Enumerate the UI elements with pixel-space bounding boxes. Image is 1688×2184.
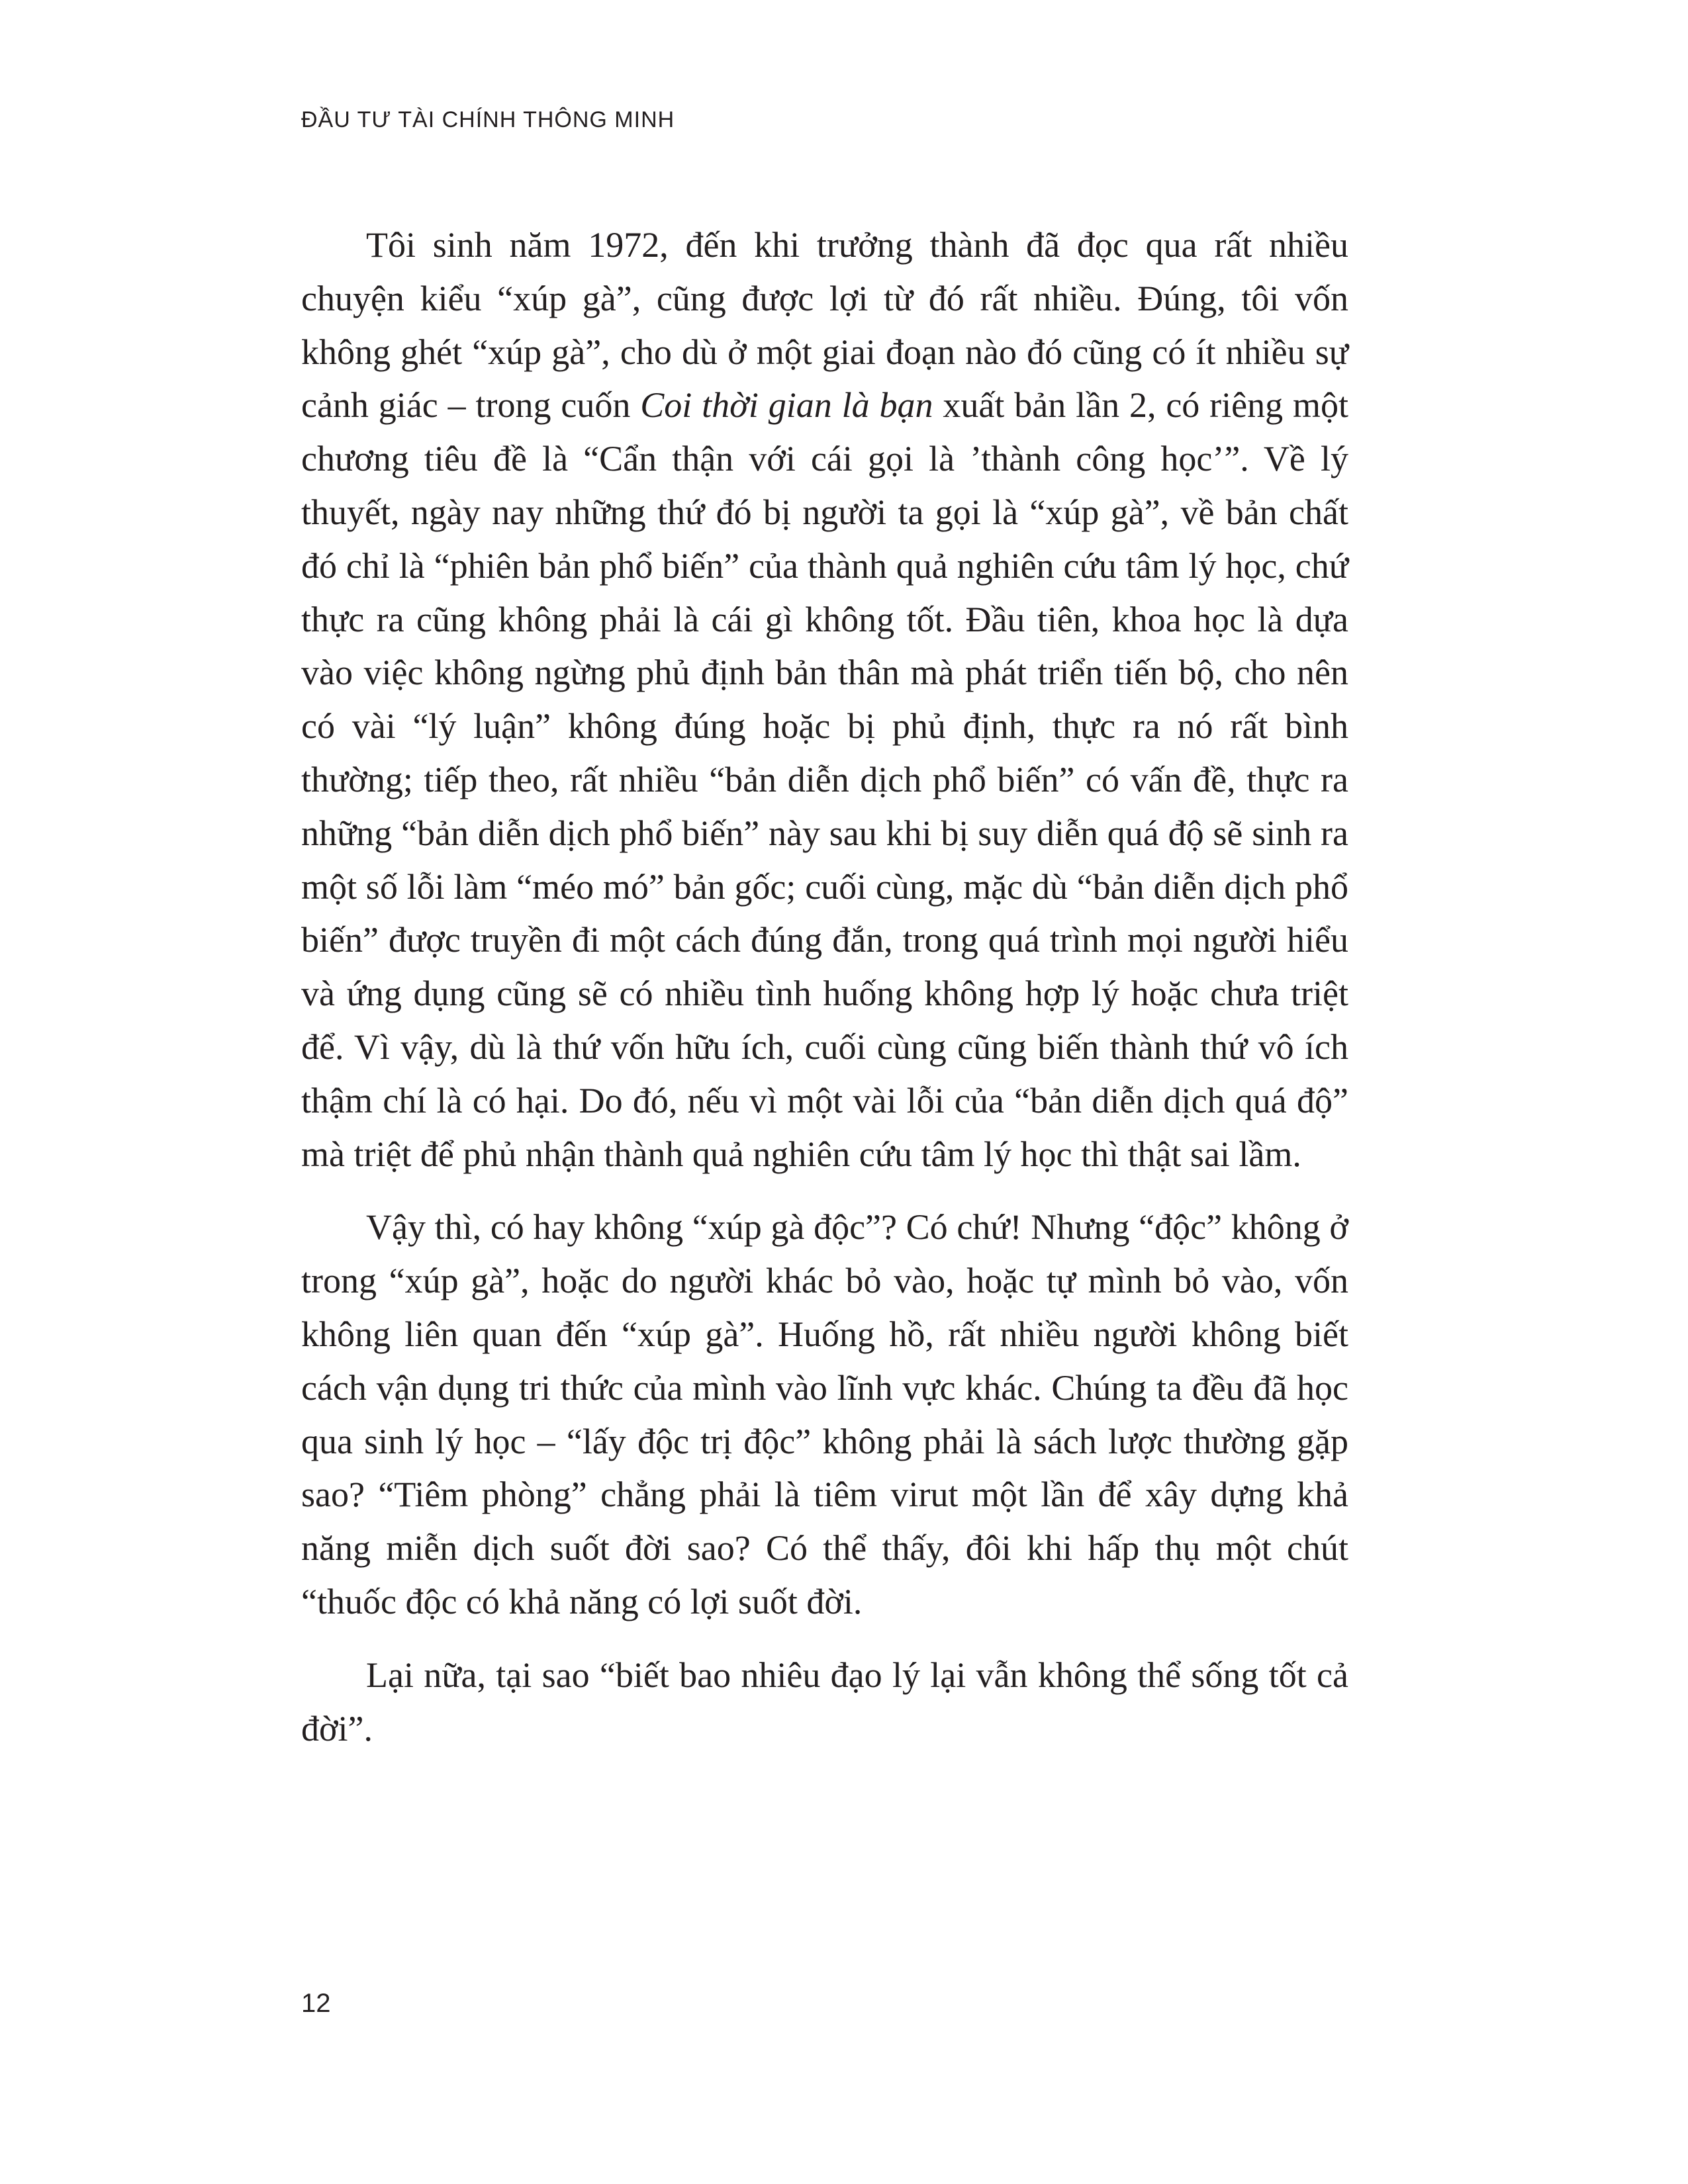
paragraph-1-text-a: Tôi sinh năm 1972, đến khi trưởng thành đã đọc qua rất nhiều chuyện kiểu “xúp gà”, cũng được lợi từ đó rất nhiều. Đúng, tôi vốn không ghét “xúp gà”, cho dù ở một giai đoạn nào đó cũng có ít nhiều sự cảnh giác – trong cuốn: [301, 225, 1348, 426]
book-title-italic: Coi thời gian là bạn: [640, 385, 933, 426]
paragraph-3: Lại nữa, tại sao “biết bao nhiêu đạo lý lại vẫn không thể sống tốt cả đời”.: [301, 1655, 1348, 1749]
paragraph-1: [301, 218, 1348, 1181]
paragraph-1-text-b: xuất bản lần 2, có riêng một chương tiêu đề là “Cẩn thận với cái gọi là ’thành công học’”. Về lý thuyết, ngày nay những thứ đó bị người ta gọi là “xúp gà”, về bản chất đó chỉ là “phiên bản phổ biến” của thành quả nghiên cứu tâm lý học, chứ thực ra cũng không phải là cái gì không tốt. Đầu tiên, khoa học là dựa vào việc không ngừng phủ định bản thân mà phát triển tiến bộ, cho nên có vài “lý luận” không đúng hoặc bị phủ định, thực ra nó rất bình thường; tiếp theo, rất nhiều “bản diễn dịch phổ biến” có vấn đề, thực ra những “bản diễn dịch phổ biến” này sau khi bị suy diễn quá độ sẽ sinh ra một số lỗi làm “méo mó” bản gốc; cuối cùng, mặc dù “bản diễn dịch phổ biến” được truyền đi một cách đúng đắn, trong quá trình mọi người hiểu và ứng dụng cũng sẽ có nhiều tình huống không hợp lý hoặc chưa triệt để. Vì vậy, dù là thứ vốn hữu ích, cuối cùng cũng biến thành thứ vô ích thậm chí là có hại. Do đó, nếu vì một vài lỗi của “bản diễn dịch quá độ” mà triệt để phủ nhận thành quả nghiên cứu tâm lý học thì thật sai lầm.: [301, 385, 1348, 1174]
page-number: 12: [301, 1989, 331, 2018]
body-text: [301, 218, 1348, 1775]
paragraph-2: Vậy thì, có hay không “xúp gà độc”? Có chứ! Nhưng “độc” không ở trong “xúp gà”, hoặc do người khác bỏ vào, hoặc tự mình bỏ vào, vốn không liên quan đến “xúp gà”. Huống hồ, rất nhiều người không biết cách vận dụng tri thức của mình vào lĩnh vực khác. Chúng ta đều đã học qua sinh lý học – “lấy độc trị độc” không phải là sách lược thường gặp sao? “Tiêm phòng” chẳng phải là tiêm virut một lần để xây dựng khả năng miễn dịch suốt đời sao? Có thể thấy, đôi khi hấp thụ một chút “thuốc độc có khả năng có lợi suốt đời.: [301, 1207, 1348, 1621]
running-header: ĐẦU TƯ TÀI CHÍNH THÔNG MINH: [301, 107, 675, 132]
